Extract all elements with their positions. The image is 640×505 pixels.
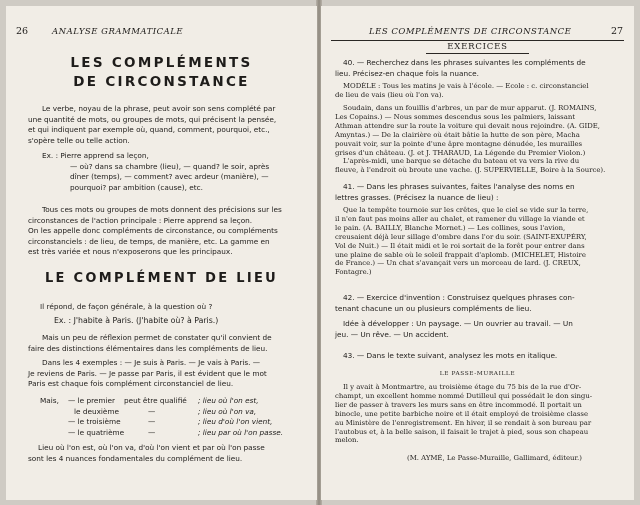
chapter-title-line2: DE CIRCONSTANCE — [73, 74, 250, 90]
exercise-41-text: Que la tempête tournoie sur les crêtes, que le ciel se vide sur la terre, il n'en faut pas moins aller au chalet, et ramener du village la viande et le pain. (A. BAILLY, Blanche Mornet.) — Les collines, sous l'avion, creusaient déjà leur sillage d'ombre dans l'or du soir. (SAINT-EXUPÉRY, Vol de Nuit.) — Il était midi et le roi sortait de la forêt pour entrer dans une plaine de sable où le soleil frappait d'aplomb. (MICHELET, Histoire de France.) — Un chat s'avançait vers un morceau de lard. (J. CREUX, Fontagre.) — [335, 206, 589, 277]
left-page-number: 26 — [16, 26, 29, 37]
example-block: Ex. : Pierre apprend sa leçon, — où? dans sa chambre (lieu), — quand? le soir, après dîner (temps), — comment? avec ardeur (manière), — pourquoi? par ambition (cause), etc. — [42, 151, 270, 192]
reflection-paragraph: Mais un peu de réflexion permet de constater qu'il convient de faire des distinctions élémentaires dans les compléments de lieu. — [28, 333, 272, 353]
passage-text: Il y avait à Montmartre, au troisième étage du 75 bis de la rue d'Or- champt, un excellent homme nommé Dutilleul qui possédait le don singu- lier de passer à travers les murs sans en être incommodé. Il portait un binocle, une petite barbiche noire et il était employé de troisième classe au Ministère de l'enregistrement. En hiver, il se rendait à son bureau par l'autobus et, à la belle saison, il faisait le trajet à pied, sous son chapeau melon. — [335, 383, 593, 445]
exercises-rule — [426, 53, 529, 54]
exercise-42: 42. — Exercice d'invention : Construisez quelques phrases con- tenant chacune un ou plusieurs compléments de lieu. — [335, 293, 575, 313]
exercise-40: 40. — Recherchez dans les phrases suivantes les compléments de lieu. Précisez-en chaque fois la nuance. — [335, 58, 586, 78]
passage-title: LE PASSE-MURAILLE — [439, 371, 516, 377]
exercise-42-idea: Idée à développer : Un paysage. — Un ouvrier au travail. — Un jeu. — Un rêve. — Un accident. — [335, 319, 573, 339]
right-running-head: LES COMPLÉMENTS DE CIRCONSTANCE — [369, 27, 572, 37]
left-page — [6, 6, 317, 500]
closing-paragraph: Lieu où l'on est, où l'on va, d'où l'on vient et par où l'on passe sont les 4 nuances fondamentales du complément de lieu. — [28, 443, 265, 463]
circumstance-paragraph: Tous ces mots ou groupes de mots donnent des précisions sur les circonstances de l'action principale : Pierre apprend sa leçon. On les appelle donc compléments de circonstance, ou compléments circonstanciels : de lieu, de temps, de manière, etc. La gamme en est très variée et nous n'exposerons que les principaux. — [28, 205, 282, 257]
chapter-title-line1: LES COMPLÉMENTS — [70, 55, 253, 71]
exercise-40-text: Soudain, dans un fouillis d'arbres, un par de mur apparut. (J. ROMAINS, Les Copains.) — Nous sommes descendus sous les palmiers, laissant Athman attendre sur la route la voiture qui devait nous rejoindre. (A. GIDE, Amyntas.) — De la clairière où était bâtie la hutte de son père, Macha pouvait voir, sur la pointe d'une âpre montagne dénudée, les murailles grises d'un château. (J. et J. THARAUD, La Légende du Premier Violon.) L'après-midi, une barque se détache du bateau et va vers la rive du fleuve, à l'endroit où broute une vache. (J. SUPERVIELLE, Boire à la Source). — [335, 104, 606, 175]
exercises-heading: EXERCICES — [447, 42, 508, 52]
right-page-number: 27 — [611, 26, 624, 37]
exercise-41: 41. — Dans les phrases suivantes, faites l'analyse des noms en lettres grasses. (Précisez la nuance de lieu) : — [335, 182, 575, 202]
modele-block: MODÈLE : Tous les matins je vais à l'école. — Ecole : c. circonstanciel de lieu de vais (lieu où l'on va). — [335, 82, 589, 99]
question-line: Il répond, de façon générale, à la question où ? — [40, 302, 213, 311]
table-row: Mais, — le premier peut être qualifié ; lieu où l'on est, — [40, 396, 259, 405]
table-row: — le quatrième — ; lieu par où l'on passe. — [68, 427, 284, 437]
intro-paragraph: Le verbe, noyau de la phrase, peut avoir son sens complété par une quantité de mots, ou groupes de mots, qui précisent la pensée, et qui indiquent par exemple où, quand, comment, pourquoi, etc., s'opère telle ou telle action. — [28, 104, 277, 145]
right-page — [321, 6, 634, 500]
table-row: — le troisième — ; lieu d'où l'on vient, — [68, 417, 273, 427]
examples-paragraph: Dans les 4 exemples : — Je suis à Paris. — Je vais à Paris. — Je reviens de Paris. — Je passe par Paris, il est évident que le mot Paris est chaque fois complément circonstanciel de lieu. — [28, 358, 267, 389]
header-rule — [331, 40, 624, 41]
passage-source: (M. AYMÉ, Le Passe-Muraille, Gallimard, éditeur.) — [407, 454, 582, 462]
left-running-head: ANALYSE GRAMMATICALE — [52, 27, 184, 37]
table-row: le deuxième — ; lieu où l'on va, — [74, 406, 257, 416]
question-example: Ex. : J'habite à Paris. (J'habite où? à Paris.) — [54, 316, 219, 325]
section-title: LE COMPLÉMENT DE LIEU — [44, 271, 279, 286]
exercise-43: 43. — Dans le texte suivant, analysez les mots en italique. — [343, 351, 558, 360]
place-nuance-table — [28, 396, 308, 438]
